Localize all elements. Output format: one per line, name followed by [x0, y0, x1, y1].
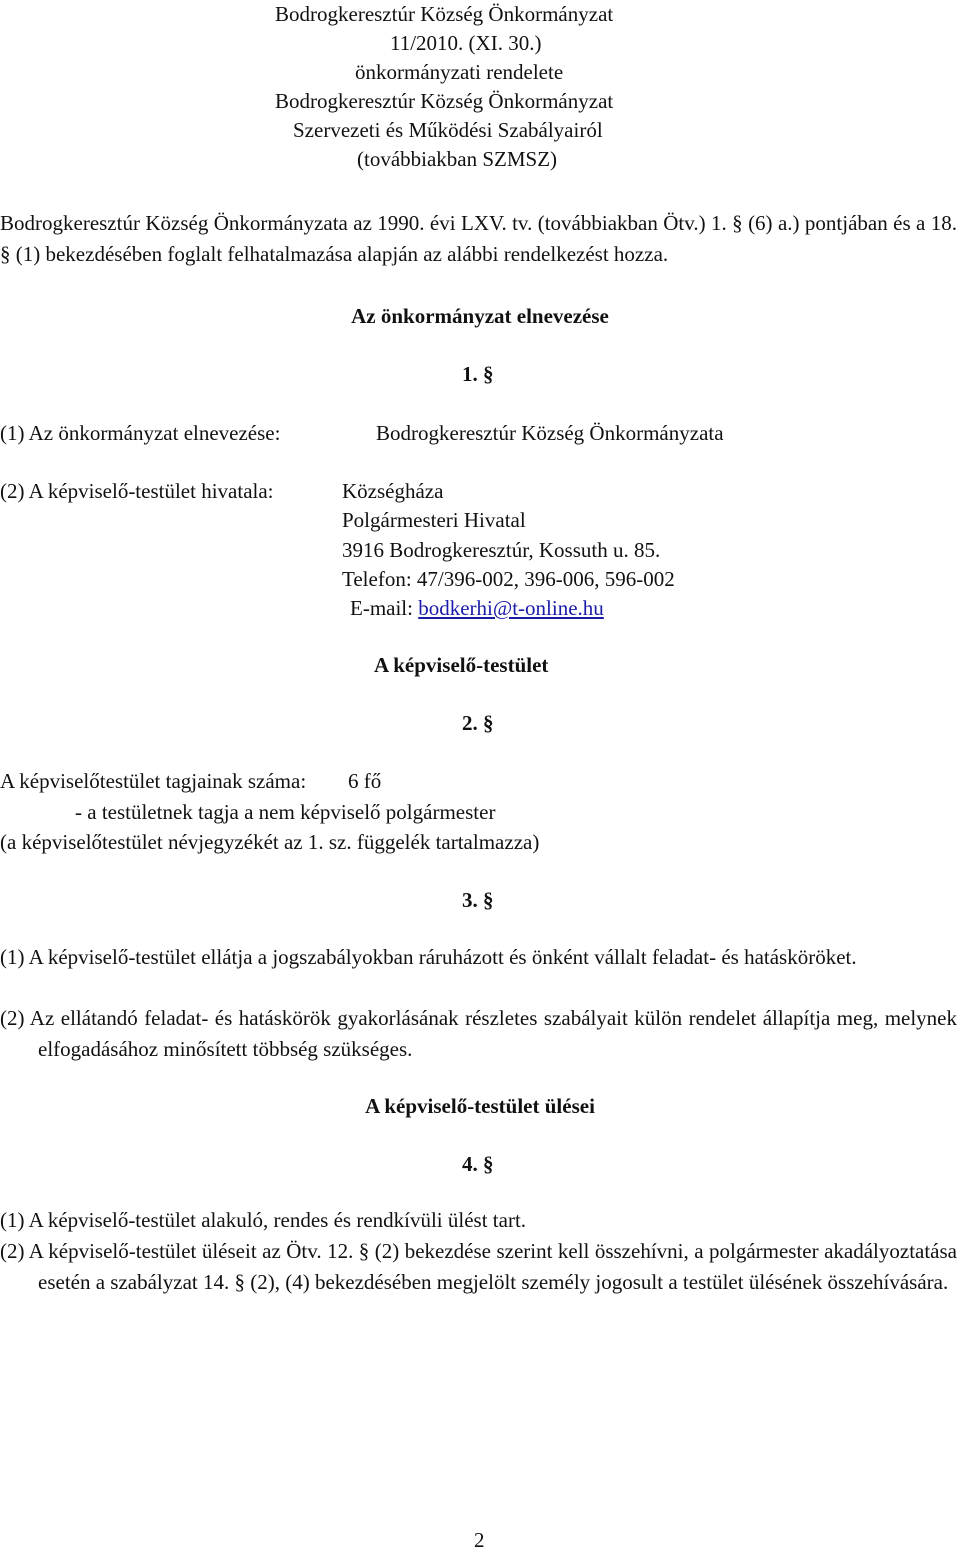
email-label: E-mail:: [350, 596, 413, 620]
section1-heading: Az önkormányzat elnevezése: [351, 304, 609, 328]
section4-p1: (1) A képviselő-testület alakuló, rendes és rendkívüli ülést tart.: [0, 1208, 527, 1232]
title-line-5: Szervezeti és Működési Szabályairól: [293, 118, 603, 142]
section3-number: 3. §: [462, 888, 494, 912]
section3-p2: (2) Az ellátandó feladat- és hatáskörök gyakorlásának részletes szabályait külön rendelet állapítja meg, melynek elfogadásához minősített többség szükséges.: [0, 1006, 957, 1061]
section2-heading: A képviselő-testület: [374, 653, 549, 677]
section2-members-value: 6 fő: [348, 769, 382, 793]
section1-p2-line-1: Községháza: [342, 479, 444, 503]
section2-line-2: - a testületnek tagja a nem képviselő polgármester: [75, 800, 496, 824]
email-line: [350, 598, 604, 619]
section2-members-label: A képviselőtestület tagjainak száma:: [0, 769, 307, 793]
section2-line-3: (a képviselőtestület névjegyzékét az 1. sz. függelék tartalmazza): [0, 830, 540, 854]
page-number: 2: [474, 1528, 485, 1552]
section1-number: 1. §: [462, 362, 494, 386]
section4-number: 4. §: [462, 1152, 494, 1176]
section1-p2-label: (2) A képviselő-testület hivatala:: [0, 479, 274, 503]
section1-p2-line-3: 3916 Bodrogkeresztúr, Kossuth u. 85.: [342, 538, 661, 562]
section3-p1: (1) A képviselő-testület ellátja a jogszabályokban ráruházott és önként vállalt feladat- és hatásköröket.: [0, 945, 857, 969]
section4-heading: A képviselő-testület ülései: [365, 1094, 595, 1118]
title-line-4: Bodrogkeresztúr Község Önkormányzat: [275, 89, 614, 113]
preamble: Bodrogkeresztúr Község Önkormányzata az 1990. évi LXV. tv. (továbbiakban Ötv.) 1. § (6) a.) pontjában és a 18. § (1) bekezdésében foglalt felhatalmazása alapján az alábbi rendelkezést hozza.: [0, 211, 957, 266]
title-line-2: 11/2010. (XI. 30.): [390, 31, 542, 55]
title-line-6: (továbbiakban SZMSZ): [357, 147, 558, 171]
email-link[interactable]: bodkerhi@t-online.hu: [418, 596, 604, 620]
title-line-1: Bodrogkeresztúr Község Önkormányzat: [275, 2, 614, 26]
title-line-3: önkormányzati rendelete: [355, 60, 564, 84]
section2-number: 2. §: [462, 711, 494, 735]
section1-p2-line-4: Telefon: 47/396-002, 396-006, 596-002: [342, 567, 675, 591]
section1-p1-label: (1) Az önkormányzat elnevezése:: [0, 421, 281, 445]
section1-p1-value: Bodrogkeresztúr Község Önkormányzata: [376, 421, 724, 445]
section4-p2: (2) A képviselő-testület üléseit az Ötv. 12. § (2) bekezdése szerint kell összehívni, a polgármester akadályoztatása esetén a szabályzat 14. § (2), (4) bekezdésében megjelölt személy jogosult a testület ülésének összehívására.: [0, 1239, 957, 1294]
section1-p2-line-2: Polgármesteri Hivatal: [342, 508, 526, 532]
